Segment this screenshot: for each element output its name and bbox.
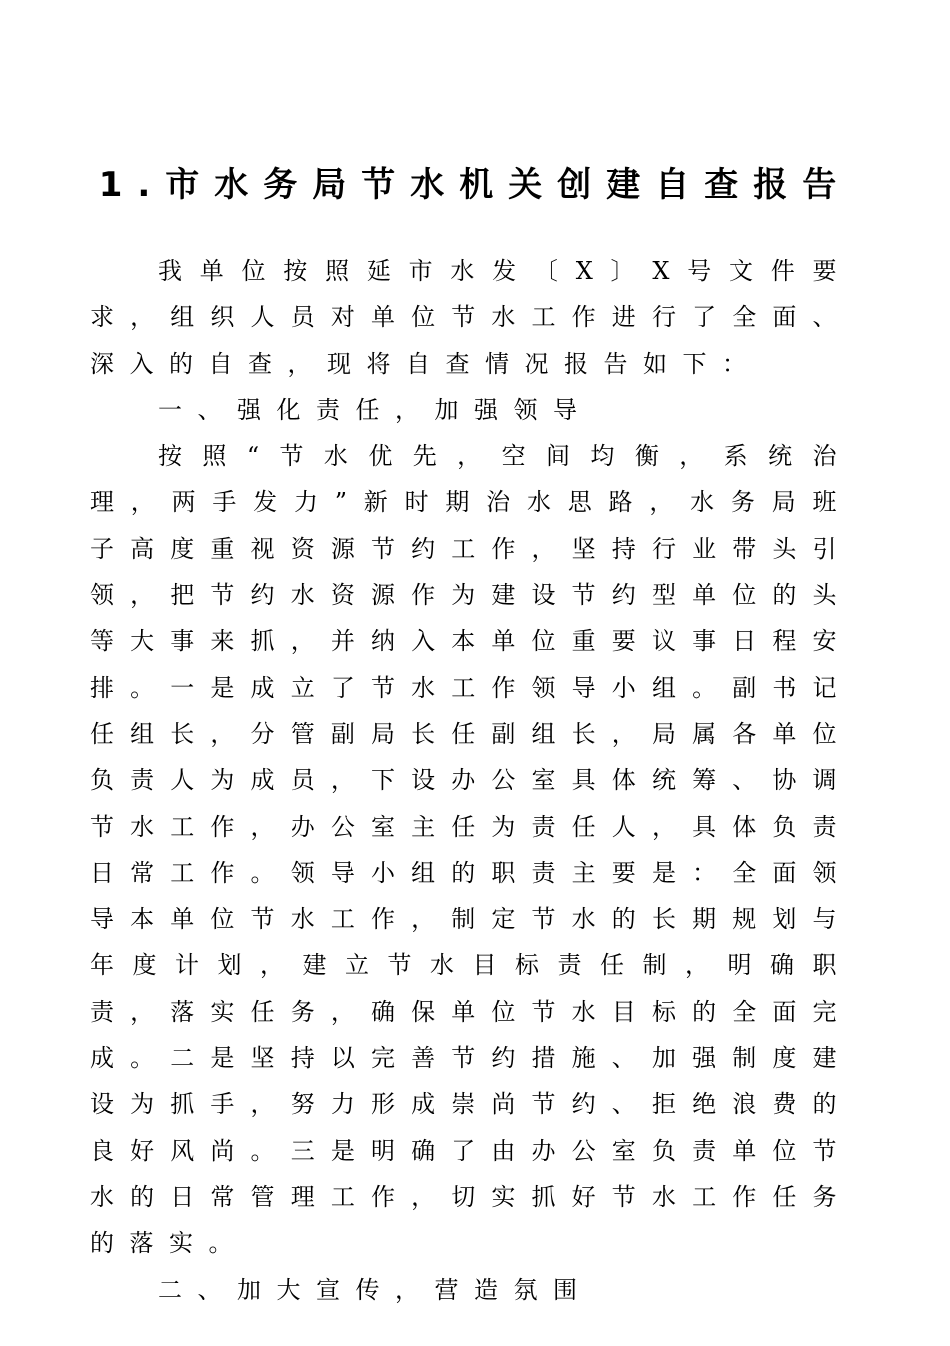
section-1-paragraph: 按照“节水优先，空间均衡，系统治理，两手发力”新时期治水思路，水务局班子高度重视资源节约工作，坚持行业带头引领，把节约水资源作为建设节约型单位的头等大事来抓，并纳入本单位重要议事日程安排。一是成立了节水工作领导小组。副书记任组长，分管副局长任副组长，局属各单位负责人为成员，下设办公室具体统筹、协调节水工作，办公室主任为责任人，具体负责日常工作。领导小组的职责主要是：全面领导本单位节水工作，制定节水的长期规划与年度计划，建立节水目标责任制，明确职责，落实任务，确保单位节水目标的全面完成。二是坚持以完善节约措施、加强制度建设为抓手，努力形成崇尚节约、拒绝浪费的良好风尚。三是明确了由办公室负责单位节水的日常管理工作，切实抓好节水工作任务的落实。 [90,442,852,1258]
document-title: 1.市水务局节水机关创建自查报告 [98,165,852,205]
intro-paragraph: 我单位按照延市水发〔X〕X号文件要求，组织人员对单位节水工作进行了全面、深入的自查，现将自查情况报告如下： [90,257,852,378]
section-heading-1: 一、强化责任，加强领导 [158,395,593,424]
document-body [90,248,852,1313]
section-heading-2: 二、加大宣传，营造氛围 [158,1275,593,1304]
